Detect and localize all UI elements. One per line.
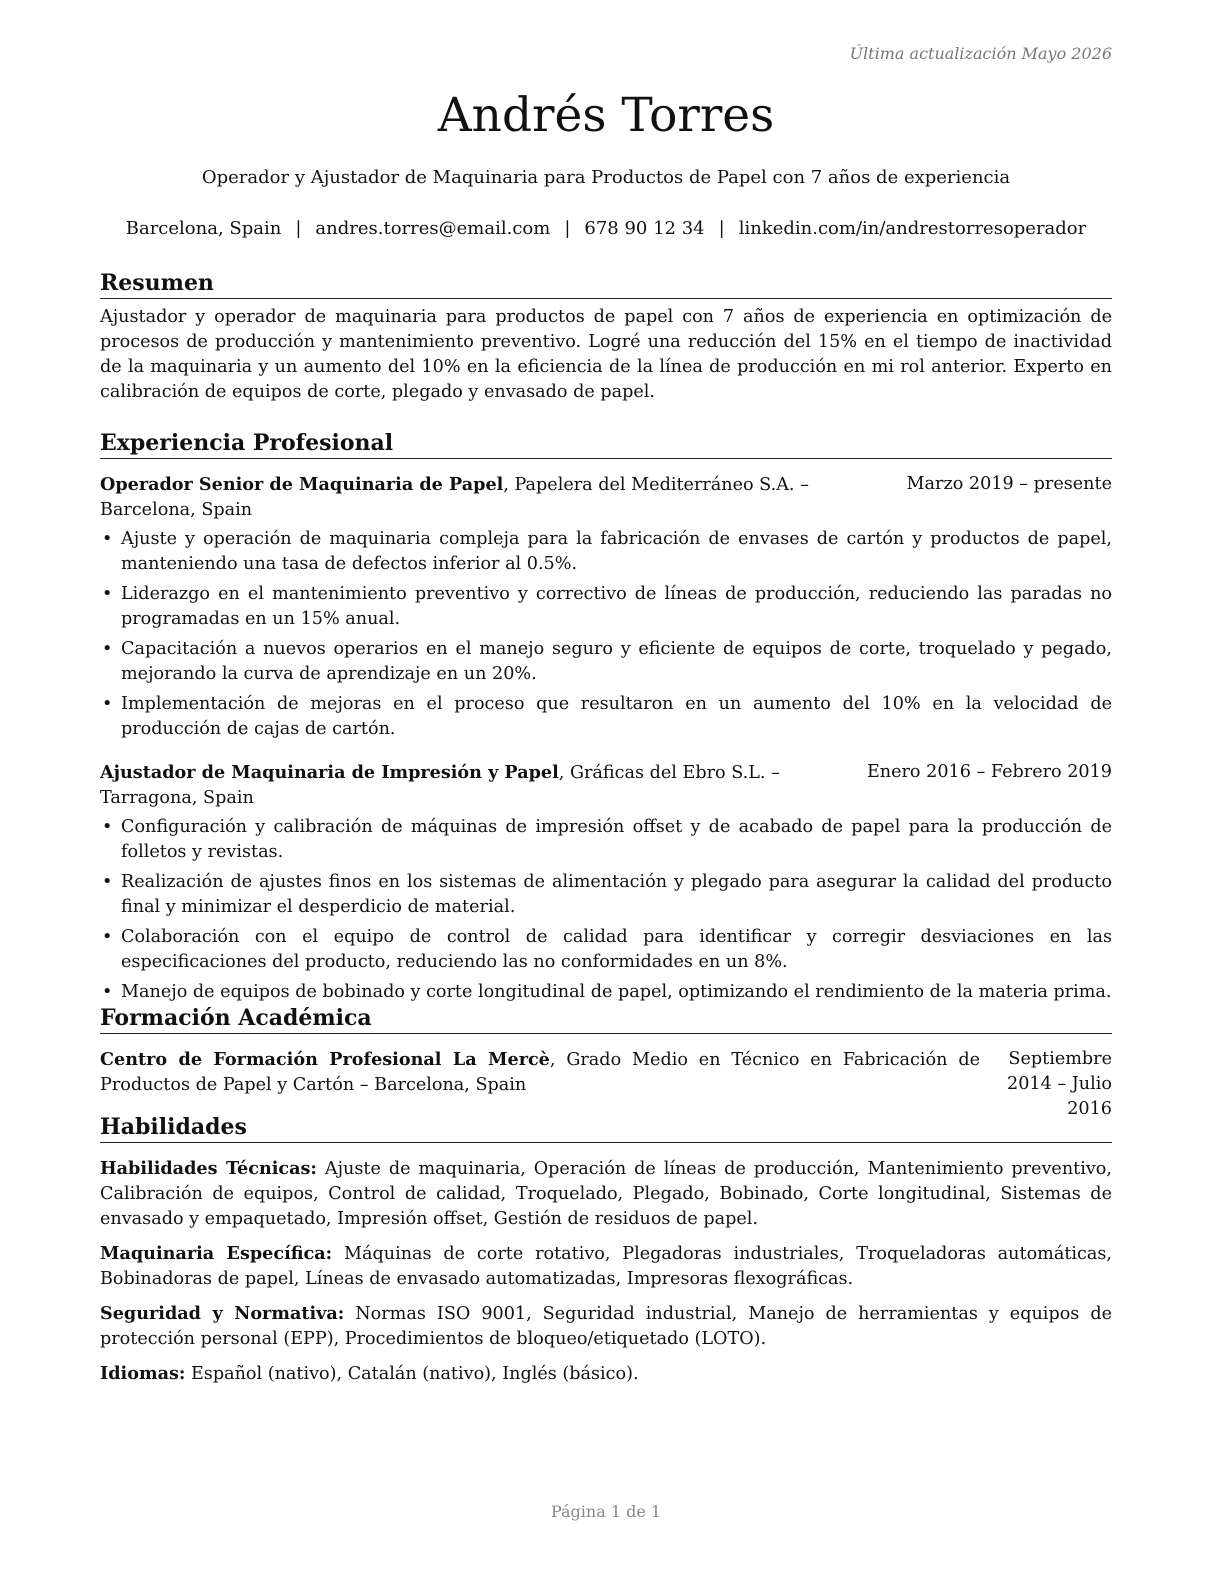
list-item bbox=[100, 692, 1112, 742]
contact-email[interactable]: andres.torres@email.com bbox=[315, 218, 551, 239]
resume-page bbox=[100, 0, 1112, 1584]
bullet-text: Ajuste y operación de maquinaria compleja para la fabricación de envases de cartón y productos de papel, manteniendo una tasa de defectos inferior al 0.5%. bbox=[121, 529, 1112, 574]
bullet-icon: • bbox=[102, 982, 113, 1002]
job-header bbox=[100, 760, 1112, 811]
skill-item bbox=[100, 1361, 1112, 1387]
bullet-icon: • bbox=[102, 927, 113, 947]
bullet-icon: • bbox=[102, 872, 113, 892]
contact-location: Barcelona, Spain bbox=[125, 218, 282, 239]
section-title-education: Formación Académica bbox=[100, 1005, 1112, 1034]
contact-line bbox=[100, 218, 1112, 239]
education-entry bbox=[100, 1047, 1112, 1122]
job-entry bbox=[100, 472, 1112, 742]
last-updated-text: Última actualización Mayo 2026 bbox=[849, 44, 1112, 63]
skill-text: Máquinas de corte rotativo, Plegadoras industriales, Troqueladoras automáticas, Bobinadoras de papel, Líneas de envasado automatizadas, Impresoras flexográficas. bbox=[100, 1244, 1112, 1289]
bullet-icon: • bbox=[102, 639, 113, 659]
bullet-text: Implementación de mejoras en el proceso que resultaron en un aumento del 10% en la velocidad de producción de cajas de cartón. bbox=[121, 694, 1112, 739]
bullet-text: Colaboración con el equipo de control de calidad para identificar y corregir desviaciones en las especificaciones del producto, reduciendo las no conformidades en un 8%. bbox=[121, 927, 1112, 972]
contact-linkedin[interactable]: linkedin.com/in/andrestorresoperador bbox=[738, 218, 1087, 239]
contact-phone[interactable]: 678 90 12 34 bbox=[584, 218, 705, 239]
skill-text: Ajuste de maquinaria, Operación de líneas de producción, Mantenimiento preventivo, Calibración de equipos, Control de calidad, Troquelado, Plegado, Bobinado, Corte longitudinal, Sistemas de envasado y empaquetado, Impresión offset, Gestión de residuos de papel. bbox=[100, 1159, 1112, 1229]
bullet-text: Manejo de equipos de bobinado y corte longitudinal de papel, optimizando el rendimiento de la materia prima. bbox=[121, 982, 1112, 1002]
list-item bbox=[100, 980, 1112, 1005]
job-title-line bbox=[100, 760, 861, 811]
skill-text: Español (nativo), Catalán (nativo), Inglés (básico). bbox=[185, 1364, 639, 1384]
bullet-text: Capacitación a nuevos operarios en el manejo seguro y eficiente de equipos de corte, troquelado y pegado, mejorando la curva de aprendizaje en un 20%. bbox=[121, 639, 1112, 684]
skill-label: Habilidades Técnicas: bbox=[100, 1158, 317, 1179]
skills-list bbox=[100, 1156, 1112, 1387]
skill-label: Idiomas: bbox=[100, 1363, 186, 1384]
page-number: Página 1 de 1 bbox=[550, 1502, 662, 1521]
list-item bbox=[100, 582, 1112, 632]
job-company: , Papelera del Mediterráneo S.A. – Barcelona, Spain bbox=[100, 475, 809, 520]
bullet-text: Liderazgo en el mantenimiento preventivo y correctivo de líneas de producción, reduciendo las paradas no programadas en un 15% anual. bbox=[121, 584, 1112, 629]
list-item bbox=[100, 815, 1112, 865]
contact-separator: | bbox=[295, 218, 302, 239]
summary-text: Ajustador y operador de maquinaria para productos de papel con 7 años de experiencia en optimización de procesos de producción y mantenimiento preventivo. Logré una reducción del 15% en el tiempo de inactividad de la maquinaria y un aumento del 10% en la eficiencia de la línea de producción en mi rol anterior. Experto en calibración de equipos de corte, plegado y envasado de papel. bbox=[100, 307, 1112, 402]
job-bullets bbox=[100, 815, 1112, 1005]
skills-section bbox=[100, 1114, 1112, 1396]
bullet-icon: • bbox=[102, 529, 113, 549]
job-dates: Marzo 2019 – presente bbox=[906, 474, 1112, 494]
job-company: , Gráficas del Ebro S.L. – Tarragona, Spain bbox=[100, 763, 780, 808]
education-detail-line bbox=[100, 1047, 980, 1122]
experience-section bbox=[100, 430, 1112, 1010]
skill-item bbox=[100, 1241, 1112, 1292]
job-entry bbox=[100, 760, 1112, 1005]
skill-item bbox=[100, 1156, 1112, 1232]
contact-separator: | bbox=[564, 218, 571, 239]
list-item bbox=[100, 925, 1112, 975]
job-role: Operador Senior de Maquinaria de Papel bbox=[100, 474, 504, 495]
candidate-headline: Operador y Ajustador de Maquinaria para Productos de Papel con 7 años de experiencia bbox=[201, 167, 1011, 188]
list-item bbox=[100, 527, 1112, 577]
job-title-line bbox=[100, 472, 873, 523]
section-title-skills: Habilidades bbox=[100, 1114, 1112, 1143]
skill-item bbox=[100, 1301, 1112, 1352]
bullet-text: Realización de ajustes finos en los sistemas de alimentación y plegado para asegurar la calidad del producto final y minimizar el desperdicio de material. bbox=[121, 872, 1112, 917]
bullet-icon: • bbox=[102, 694, 113, 714]
skill-label: Maquinaria Específica: bbox=[100, 1243, 333, 1264]
list-item bbox=[100, 637, 1112, 687]
education-detail: , Grado Medio en Técnico en Fabricación de Productos de Papel y Cartón – Barcelona, Spain bbox=[100, 1050, 980, 1095]
list-item bbox=[100, 870, 1112, 920]
skill-label: Seguridad y Normativa: bbox=[100, 1303, 345, 1324]
bullet-icon: • bbox=[102, 584, 113, 604]
bullet-icon: • bbox=[102, 817, 113, 837]
candidate-name: Andrés Torres bbox=[437, 88, 775, 143]
job-dates: Enero 2016 – Febrero 2019 bbox=[866, 762, 1112, 782]
section-title-experience: Experiencia Profesional bbox=[100, 430, 1112, 459]
contact-separator: | bbox=[718, 218, 725, 239]
job-header bbox=[100, 472, 1112, 523]
education-section bbox=[100, 1005, 1112, 1122]
skill-text: Normas ISO 9001, Seguridad industrial, Manejo de herramientas y equipos de protección personal (EPP), Procedimientos de bloqueo/etiquetado (LOTO). bbox=[100, 1304, 1112, 1349]
job-role: Ajustador de Maquinaria de Impresión y Papel bbox=[100, 762, 559, 783]
education-school: Centro de Formación Profesional La Mercè bbox=[100, 1049, 550, 1070]
education-dates: Septiembre 2014 – Julio 2016 bbox=[1007, 1049, 1112, 1119]
summary-section bbox=[100, 270, 1112, 405]
section-title-summary: Resumen bbox=[100, 270, 1112, 299]
bullet-text: Configuración y calibración de máquinas de impresión offset y de acabado de papel para la producción de folletos y revistas. bbox=[121, 817, 1112, 862]
job-bullets bbox=[100, 527, 1112, 742]
